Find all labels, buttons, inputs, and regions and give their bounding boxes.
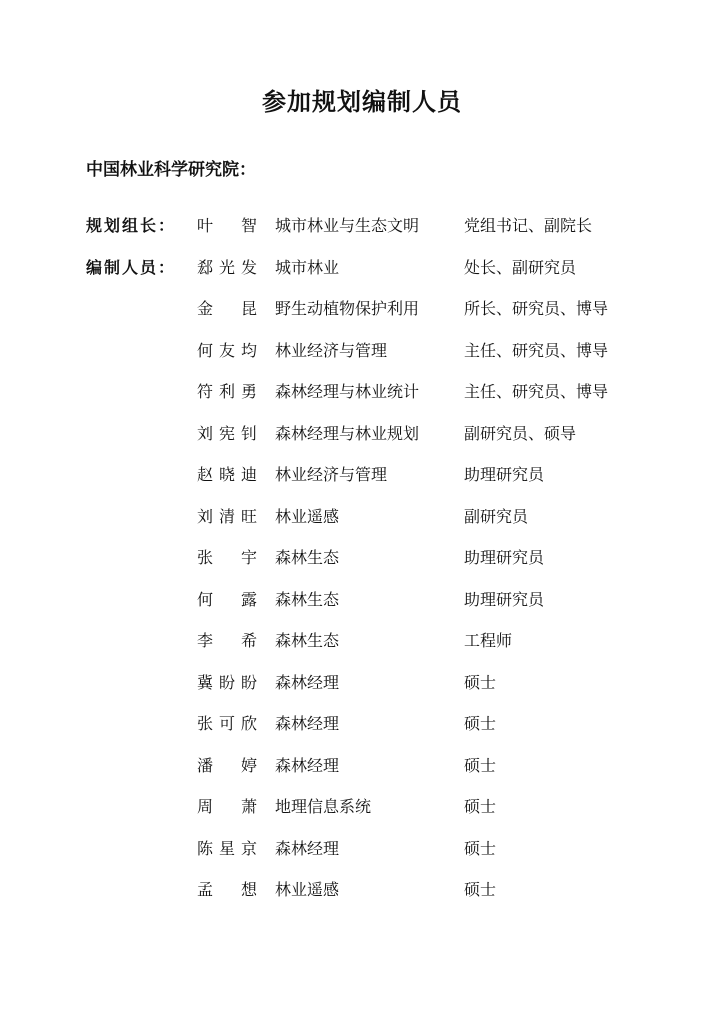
person-name: 李 希 xyxy=(197,631,257,650)
person-title: 助理研究员 xyxy=(464,589,545,609)
staff-row xyxy=(0,413,724,455)
person-name: 潘 婷 xyxy=(197,755,257,775)
person-title: 党组书记、副院长 xyxy=(464,216,593,235)
person-field: 森林经理 xyxy=(275,672,340,692)
person-field: 森林经理与林业规划 xyxy=(275,423,420,443)
staff-row xyxy=(0,454,724,496)
person-field: 森林生态 xyxy=(275,548,340,567)
person-title: 硕士 xyxy=(464,838,497,858)
staff-row xyxy=(0,288,724,330)
staff-row xyxy=(0,662,724,704)
organization-heading: 中国林业科学研究院： xyxy=(86,160,256,180)
person-name: 何 露 xyxy=(197,589,257,609)
person-field: 城市林业 xyxy=(275,257,340,277)
person-name: 赵晓迪 xyxy=(197,465,257,484)
person-title: 硕士 xyxy=(464,755,497,775)
staff-row xyxy=(0,496,724,538)
person-name: 郄光发 xyxy=(197,257,257,277)
person-title: 副研究员、硕导 xyxy=(464,423,577,443)
person-name: 刘宪钊 xyxy=(197,423,257,443)
person-field: 森林生态 xyxy=(275,631,340,650)
person-title: 硕士 xyxy=(464,880,497,899)
person-field: 林业遥感 xyxy=(275,506,340,526)
staff-row xyxy=(0,620,724,662)
person-title: 工程师 xyxy=(464,631,513,650)
person-name: 刘清旺 xyxy=(197,506,257,526)
person-field: 森林经理与林业统计 xyxy=(275,382,420,401)
person-title: 助理研究员 xyxy=(464,548,545,567)
person-title: 硕士 xyxy=(464,714,497,733)
page-title: 参加规划编制人员 xyxy=(262,88,462,116)
person-field: 林业经济与管理 xyxy=(275,465,388,484)
person-title: 所长、研究员、博导 xyxy=(464,299,609,318)
staff-row xyxy=(0,579,724,621)
person-field: 森林经理 xyxy=(275,714,340,733)
staff-row xyxy=(0,537,724,579)
person-field: 地理信息系统 xyxy=(275,797,372,816)
staff-row xyxy=(0,869,724,911)
person-name: 张 宇 xyxy=(197,548,257,567)
staff-roster xyxy=(0,205,724,911)
person-name: 张可欣 xyxy=(197,714,257,733)
person-name: 符利勇 xyxy=(197,382,257,401)
person-field: 森林生态 xyxy=(275,589,340,609)
person-field: 城市林业与生态文明 xyxy=(275,216,420,235)
staff-row xyxy=(0,371,724,413)
staff-row xyxy=(0,330,724,372)
person-field: 森林经理 xyxy=(275,838,340,858)
person-title: 处长、副研究员 xyxy=(464,257,577,277)
person-title: 硕士 xyxy=(464,797,497,816)
person-field: 林业经济与管理 xyxy=(275,340,388,360)
person-title: 主任、研究员、博导 xyxy=(464,382,609,401)
staff-row xyxy=(0,247,724,289)
staff-row xyxy=(0,828,724,870)
person-name: 叶 智 xyxy=(197,216,257,235)
person-name: 金 昆 xyxy=(197,299,257,318)
staff-row xyxy=(0,786,724,828)
person-name: 周 萧 xyxy=(197,797,257,816)
role-label: 规划组长： xyxy=(86,216,177,235)
role-label: 编制人员： xyxy=(86,257,177,277)
staff-row xyxy=(0,745,724,787)
person-name: 何友均 xyxy=(197,340,257,360)
person-field: 林业遥感 xyxy=(275,880,340,899)
person-name: 冀盼盼 xyxy=(197,672,257,692)
person-name: 孟 想 xyxy=(197,880,257,899)
staff-row xyxy=(0,703,724,745)
person-title: 硕士 xyxy=(464,672,497,692)
person-field: 野生动植物保护利用 xyxy=(275,299,420,318)
staff-row xyxy=(0,205,724,247)
person-name: 陈星京 xyxy=(197,838,257,858)
person-title: 助理研究员 xyxy=(464,465,545,484)
person-title: 副研究员 xyxy=(464,506,529,526)
person-title: 主任、研究员、博导 xyxy=(464,340,609,360)
person-field: 森林经理 xyxy=(275,755,340,775)
